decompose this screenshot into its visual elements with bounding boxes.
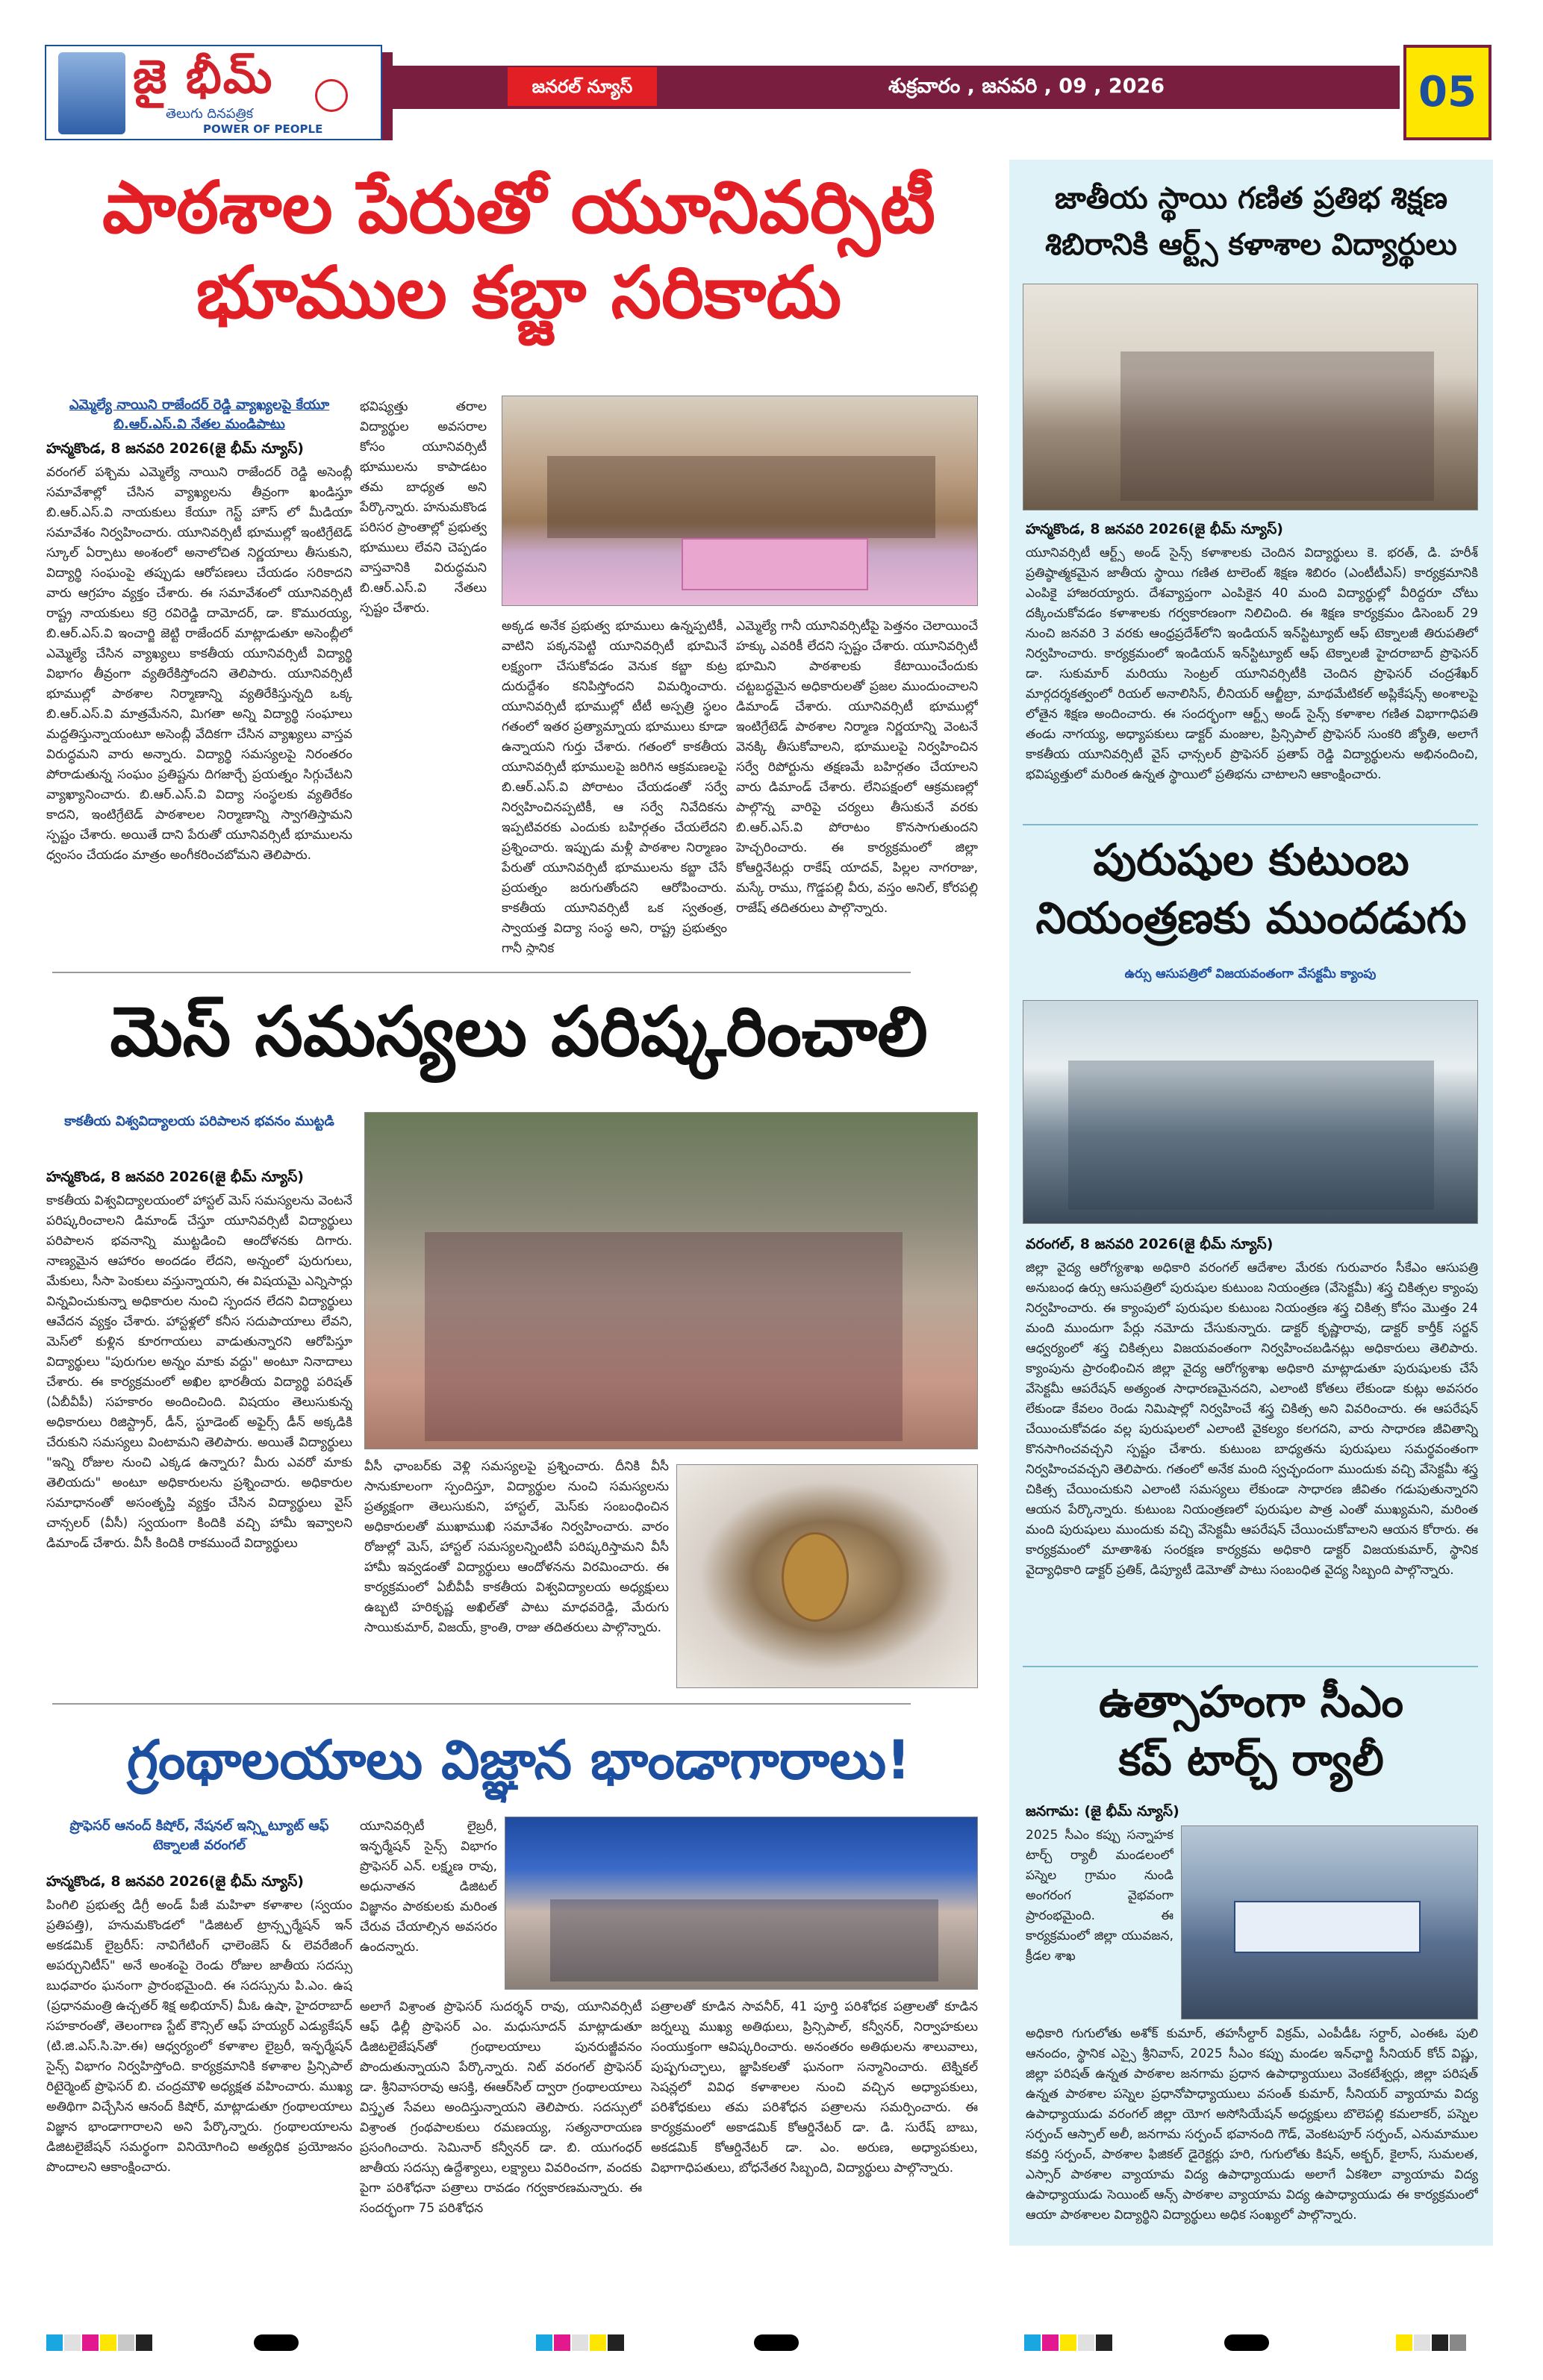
logo-subtitle: తెలుగు దినపత్రిక bbox=[166, 106, 254, 122]
divider bbox=[52, 1703, 911, 1705]
side2-dateline: వరంగల్, 8 జనవరి 2026(జై భీమ్ న్యూస్) bbox=[1026, 1236, 1274, 1252]
banner-icon bbox=[682, 538, 868, 590]
emblem-icon bbox=[315, 79, 348, 112]
side3-dateline: జనగామ: (జై భీమ్ న్యూస్) bbox=[1026, 1803, 1179, 1820]
divider bbox=[1023, 1666, 1478, 1667]
side3-column-narrow: 2025 సీఎం కప్పు సన్నాహక టార్చ్ ర్యాలీ మండలంలో పస్నెల గ్రామం నుండి అంగరంగ వైభవంగా ప్రారంభమైంది. ఈ కార్యక్రమంలో జిల్లా యువజన, క్రీడల శాఖ bbox=[1026, 1828, 1173, 1964]
story3-column-3: అలాగే విశ్రాంత ప్రొఫెసర్ సుదర్శన్ రావు, యూనివర్సిటీ ఆఫ్ ఢిల్లీ ప్రొఫెసర్ ఎం. మధుసూదన్ మాట్లాడుతూ డిజిటలైజేషన్‌తో గ్రంథాలయాలు పునరుజ్జీవనం పొందుతున్నాయని పేర్కొన్నారు. నిట్ వరంగల్ ప్రొఫెసర్ డా. శ్రీనివాసరావు ఆసక్తి, ఈఆర్‌సిల్ ద్వారా గ్రంథాలయాలు విస్తృత సేవలు అందిస్తున్నాయని తెలిపారు. సదస్సులో విశ్రాంత గ్రంథపాలకులు రమణయ్య, సత్యనారాయణ ప్రసంగించారు. సెమినార్ కన్వీనర్ డా. బి. యుగంధర్ జాతీయ సదస్సు ఉద్దేశ్యాలు, లక్ష్యాలు వివరించగా, వందకు పైగా పరిశోధనా పత్రాలు రావడం గర్వకారణమన్నారు. ఈ సందర్భంగా 75 పరిశోధన bbox=[360, 1999, 642, 2216]
portrait-icon bbox=[58, 52, 125, 134]
logo-title: జై భీమ్ bbox=[133, 49, 274, 104]
logo-tagline: POWER OF PEOPLE bbox=[203, 122, 323, 136]
story1-photo bbox=[502, 396, 978, 606]
story3-column-4: పత్రాలతో కూడిన సావనీర్, 41 పూర్తి పరిశోధక పత్రాలతో కూడిన జర్నల్ను ముఖ్య అతిథులు, ప్రిన్సిపాల్, కన్వీనర్, నిర్వాహకులు సంయుక్తంగా ఆవిష్కరించారు. అనంతరం అతిథులను శాలువాలు, పుష్పగుచ్ఛాలు, జ్ఞాపికలతో ఘనంగా సన్మానించారు. టెక్నికల్ సెషన్లలో వివిధ కళాశాలల నుంచి వచ్చిన అధ్యాపకులు, పరిశోధకులు తమ పరిశోధన పత్రాలను సమర్పించారు. ఈ కార్యక్రమంలో అకాడమిక్ కోఆర్డినేటర్ డా. డి. సురేష్ బాబు, అకడమిక్ కోఆర్డినేటర్ డా. ఎం. అరుణ, అధ్యాపకులు, విభాగాధిపతులు, బోధనేతర సిబ్బంది, విద్యార్థులు పాల్గొన్నారు. bbox=[651, 1999, 978, 2176]
crowd-icon bbox=[425, 1232, 903, 1441]
doctors-icon bbox=[1068, 1061, 1434, 1210]
side2-body: జిల్లా వైద్య ఆరోగ్యశాఖ అధికారి వరంగల్ ఆదేశాల మేరకు గురువారం సీకేఎం ఆసుపత్రి అనుబంధ ఉర్సు ఆసుపత్రిలో పురుషుల కుటుంబ నియంత్రణ (వేసెక్టమీ) శస్త్ర చికిత్సల క్యాంపు నిర్వహించారు. ఈ క్యాంపులో పురుషుల కుటుంబ నియంత్రణ శస్త్ర చికిత్స కోసం మొత్తం 24 మంది ముందుగా పేర్లు నమోదు చేసుకున్నారు. డాక్టర్ కృష్ణారావు, డాక్టర్ కార్తీక్ సర్జన్ ఆధ్వర్యంలో శస్త్ర చికిత్సలు విజయవంతంగా నిర్వహించబడినట్లు అధికారులు తెలిపారు. క్యాంపును ప్రారంభించిన జిల్లా వైద్య ఆరోగ్యశాఖ అధికారి మాట్లాడుతూ పురుషులకు చేసే వేసెక్టమీ ఆపరేషన్ అత్యంత సాధారణమైనదని, ఎలాంటి కోతలు లేకుండా కుట్లు అవసరం లేకుండా కేవలం రెండు నిమిషాల్లో నిర్వహించే శస్త్ర చికిత్స అని వివరించారు. ఈ ఆపరేషన్ చేయించుకోవడం వల్ల పురుషులలో ఎలాంటి వైకల్యం కలగదని, వారు సాధారణ జీవితాన్ని కొనసాగించవచ్చని స్పష్టం చేశారు. కుటుంబ బాధ్యతను పురుషులు సమర్థవంతంగా నిర్వహించవచ్చని తెలిపారు. గతంలో అనేక మంది స్వచ్ఛందంగా ముందుకు వచ్చి వేసెక్టమీ శస్త్ర చికిత్స చేయించుకుని ఎలాంటి సమస్యలు లేకుండా సాధారణ జీవితం గడుపుతున్నారని ఆయన పేర్కొన్నారు. కుటుంబ నియంత్రణలో పురుషుల పాత్ర ఎంతో ముఖ్యమని, మరింత మంది పురుషులు ముందుకు వచ్చి వేసెక్టమీ ఆపరేషన్ చేయించుకోవాలని ఆయన కోరారు. ఈ కార్యక్రమంలో మాతాశిశు సంరక్షణ కార్యక్రమ అధికారి డాక్టర్ విజయకుమార్, స్థానిక వైద్యాధికారి డాక్టర్ ప్రతిక్, డిప్యూటీ డెమోతో పాటు సంబంధిత వైద్య సిబ్బంది పాల్గొన్నారు. bbox=[1026, 1261, 1478, 1578]
banner-icon bbox=[1234, 1901, 1421, 1953]
story3-dateline: హన్మకొండ, 8 జనవరి 2026(జై భీమ్ న్యూస్) bbox=[46, 1873, 304, 1890]
side2-photo bbox=[1023, 1000, 1478, 1224]
masthead-logo bbox=[45, 45, 382, 140]
story1-column-2: భవిష్యత్తు తరాల విద్యార్థుల అవసరాల కోసం యూనివర్సిటీ భూములను కాపాడటం తమ బాధ్యత అని పేర్కొన్నారు. హనుమకొండ పరిసర ప్రాంతాల్లో ప్రభుత్వ భూములు లేవని చెప్పడం వాస్తవానికి విరుద్ధమని బి.ఆర్.ఎస్.వి నేతలు స్పష్టం చేశారు. bbox=[360, 399, 487, 616]
story2-dateline: హన్మకొండ, 8 జనవరి 2026(జై భీమ్ న్యూస్) bbox=[46, 1169, 304, 1185]
side2-headline-line1: పురుషుల కుటుంబ bbox=[1093, 834, 1409, 885]
story1-column-3: అక్కడ అనేక ప్రభుత్వ భూములు ఉన్నప్పటికీ, వాటిని పక్కనపెట్టి యూనివర్సిటీ భూమినే లక్ష్యంగా చేసుకోవడం వెనుక కబ్జా కుట్ర దురుద్దేశం కనిపిస్తోందని విమర్శించారు. యూనివర్సిటీ భూముల్లో టీటీ అస్పత్రి స్థలం గతంలో ఇతర ప్రత్యామ్నాయ భూములు కూడా ఉన్నాయని గుర్తు చేశారు. గతంలో కాకతీయ యూనివర్సిటీ భూములపై జరిగిన ఆక్రమణలపై బి.ఆర్.ఎస్.వి పోరాటం చేయడంతో సర్వే నిర్వహించినప్పటికీ, ఆ సర్వే నివేదికను ఇప్పటివరకు ఎందుకు బహిర్గతం చేయలేదని ప్రశ్నించారు. ఇప్పుడు మళ్లీ పాఠశాల నిర్మాణం పేరుతో యూనివర్సిటీ భూములను కబ్జా చేసే ప్రయత్నం జరుగుతోందని ఆరోపించారు. కాకతీయ యూనివర్సిటీ ఒక స్వతంత్ర, స్వాయత్త విద్యా సంస్థ అని, రాష్ట్ర ప్రభుత్వం గానీ స్థానిక bbox=[502, 619, 727, 955]
story1-headline-line2: భూముల కబ్జా సరికాదు bbox=[196, 251, 842, 334]
story2-subhead: కాకతీయ విశ్వవిద్యాలయ పరిపాలన భవనం ముట్టడి bbox=[64, 1114, 334, 1129]
story1-headline-line1: పాఠశాల పేరుతో యూనివర్సిటీ bbox=[102, 166, 935, 249]
divider bbox=[1023, 824, 1478, 825]
issue-date: శుక్రవారం , జనవరి , 09 , 2026 bbox=[888, 75, 1165, 98]
story3-headline: గ్రంథాలయాలు విజ్ఞాన భాండాగారాలు! bbox=[127, 1728, 911, 1791]
story2-column-1: కాకతీయ విశ్వవిద్యాలయంలో హాస్టల్ మెస్ సమస్యలను వెంటనే పరిష్కరించాలని డిమాండ్ చేస్తూ యూనివర్సిటీ విద్యార్థులు పరిపాలన భవనాన్ని ముట్టడించి ఆందోళనకు దిగారు. నాణ్యమైన ఆహారం అందడం లేదని, అన్నంలో పురుగులు, మేకులు, సీసా పెంకులు వస్తున్నాయని, ఈ విషయమై ఎన్నిసార్లు విన్నవించుకున్నా అధికారుల నుంచి స్పందన లేదని విద్యార్థులు ఆవేదన వ్యక్తం చేశారు. హాస్టళ్లలో కనీస సదుపాయాలు లేవని, మెస్‌లో కుళ్లిన కూరగాయలు వాడుతున్నారని ఆరోపిస్తూ విద్యార్థులు "పురుగుల అన్నం మాకు వద్దు" అంటూ నినాదాలు చేశారు. ఈ కార్యక్రమంలో అఖిల భారతీయ విద్యార్థి పరిషత్ (ఏబీవీపీ) సహకారం అందించింది. విషయం తెలుసుకున్న అధికారులు రిజిస్ట్రార్, డీన్, స్టూడెంట్ అఫైర్స్ డీన్ అక్కడికి చేరుకుని సమస్యలు వింటామని తెలిపారు. అయితే విద్యార్థులు "ఇన్ని రోజుల నుంచి ఎక్కడ ఉన్నారు? మీరు ఎవరో మాకు తెలియదు" అంటూ అధికారులను ప్రశ్నించారు. అధికారుల సమాధానంతో అసంతృప్తి వ్యక్తం చేసిన విద్యార్థులు వైస్ చాన్సలర్ (వీసీ) స్వయంగా కిందికి వచ్చి హామీ ఇవ్వాలని డిమాండ్ చేశారు. వీసీ కిందికి రాకముందే విద్యార్థులు bbox=[46, 1193, 352, 1551]
side1-headline-line1: జాతీయ స్థాయి గణిత ప్రతిభ శిక్షణ bbox=[1054, 181, 1448, 216]
register-mark bbox=[754, 2334, 799, 2351]
spoon-icon bbox=[782, 1532, 849, 1622]
color-marks-left bbox=[46, 2334, 154, 2351]
story2-column-2: వీసీ ఛాంబర్‌కు వెళ్లి సమస్యలపై ప్రశ్నించారు. దీనికి వీసీ సానుకూలంగా స్పందిస్తూ, విద్యార్థుల నుంచి సమస్యలను ప్రత్యక్షంగా తెలుసుకుని, హాస్టల్, మెస్‌కు సంబంధించిన అధికారులతో ముఖాముఖి సమావేశం నిర్వహించారు. వారం రోజుల్లో మెస్, హాస్టల్ సమస్యలన్నింటినీ పరిష్కరిస్తామని వీసీ హామీ ఇవ్వడంతో విద్యార్థులు ఆందోళనను విరమించారు. ఈ కార్యక్రమంలో ఏబీవీపీ కాకతీయ విశ్వవిద్యాలయ అధ్యక్షులు ఉబ్బటి హరికృష్ణ అఖిల్‌తో పాటు మాధవరెడ్డి, మేరుగు సాయికుమార్, విజయ్, క్రాంతి, రాజు తదితరులు పాల్గొన్నారు. bbox=[364, 1459, 669, 1635]
side1-headline-line2: శిబిరానికి ఆర్ట్స్ కళాశాల విద్యార్థులు bbox=[1045, 228, 1457, 262]
section-label: జనరల్ న్యూస్ bbox=[508, 67, 657, 106]
side3-photo bbox=[1181, 1825, 1478, 2020]
register-mark bbox=[254, 2334, 299, 2351]
register-mark bbox=[1224, 2334, 1269, 2351]
color-marks-center bbox=[536, 2334, 626, 2351]
side1-photo bbox=[1023, 284, 1478, 510]
story3-column-1: పింగిలి ప్రభుత్వ డిగ్రీ అండ్ పీజీ మహిళా కళాశాల (స్వయం ప్రతిపత్తి), హనుమకొండలో "డిజిటల్ ట్రాన్స్ఫర్మేషన్ ఇన్ అకడమిక్ లైబ్రరీస్: నావిగేటింగ్ ఛాలెంజెస్ & లెవరేజింగ్ అపర్చునిటీస్" అనే అంశంపై రెండు రోజుల జాతీయ సదస్సు బుధవారం ఘనంగా ప్రారంభమైంది. ఈ సదస్సును పి.ఎం. ఉష (ప్రధానమంత్రి ఉచ్చతర్ శిక్ష అభియాన్) మీఓ ఉషా, హైదరాబాద్ సహకారంతో, తెలంగాణ స్టేట్ కౌన్సిల్ ఆఫ్ హయ్యర్ ఎడ్యుకేషన్ (టి.జి.ఎస్.సి.హె.ఈ) ఆధ్వర్యంలో కళాశాల లైబ్రరీ, ఇన్ఫర్మేషన్ సైన్స్ విభాగం నిర్వహిస్తోంది. కార్యక్రమానికి కళాశాల ప్రిన్సిపాల్ రిటైర్మెంట్ ప్రొఫెసర్ బి. చంద్రమౌళి అధ్యక్షత వహించారు. ముఖ్య అతిథిగా విచ్చేసిన ఆనంద్ కిషోర్, మాట్లాడుతూ గ్రంథాలయాలు విజ్ఞాన భాండాగారాలని అని పేర్కొన్నారు. గ్రంథాలయాలను డిజిటలైజేషన్ సమర్థంగా వినియోగించి అత్యధిక ప్రయోజనం పొందాలని ఆకాంక్షించారు. bbox=[46, 1898, 352, 2175]
story1-column-1: వరంగల్ పశ్చిమ ఎమ్మెల్యే నాయిని రాజేందర్ రెడ్డి అసెంబ్లీ సమావేశాల్లో చేసిన వ్యాఖ్యలను తీవ్రంగా ఖండిస్తూ బి.ఆర్.ఎస్.వి నాయకులు కేయూ గెస్ట్ హౌస్ లో మీడియా సమావేశం నిర్వహించారు. యూనివర్సిటీ భూముల్లో ఇంటిగ్రేటెడ్ స్కూల్ ఏర్పాటు అంశంలో అనాలోచిత నిర్ణయాలు తీసుకుని, విద్యార్థి సంఘంపై తప్పుడు ఆరోపణలు చేయడం సరికాదని వారు ఆగ్రహం వ్యక్తం చేశారు. ఈ సమావేశంలో యూనివర్సిటీ రాష్ట్ర నాయకులు కర్రె రవిరెడ్డి దామోదర్, డా. కొమురయ్య, బి.ఆర్.ఎస్.వి ఇంచార్జి జెట్టి రాజేందర్ మాట్లాడుతూ అసెంబ్లీలో ఎమ్మెల్యే చేసిన వ్యాఖ్యలు కాకతీయ యూనివర్సిటీ విద్యార్థి విభాగం తీవ్రంగా వ్యతిరేకిస్తోందని తెలిపారు. యూనివర్సిటీ భూముల్లో పాఠశాల నిర్మాణాన్ని వ్యతిరేకిస్తున్నది ఒక్క బి.ఆర్.ఎస్.వి మాత్రమేనని, మిగతా అన్ని విద్యార్థి సంఘాలు మద్దతిస్తున్నాయంటూ అసెంబ్లీ వేదికగా చేసిన వ్యాఖ్యలు వాస్తవ విరుద్ధమని వారు అన్నారు. విద్యార్థి సమస్యలపై నిరంతరం పోరాడుతున్న సంఘం ప్రతిష్టను దిగజార్చే ప్రయత్నం సిగ్గుచేటని వ్యాఖ్యానించారు. బి.ఆర్.ఎస్.వి విద్యా సంస్థలకు వ్యతిరేకం కాదని, ఇంటిగ్రేటెడ్ పాఠశాలల నిర్మాణాన్ని స్వాగతిస్తామని స్పష్టం చేశారు. అయితే దాని పేరుతో యూనివర్సిటీ భూములను ధ్వంసం చేయడం మాత్రం అంగీకరించబోమని తెలిపారు. bbox=[46, 465, 352, 863]
story2-photo-food bbox=[676, 1464, 978, 1688]
people-group-icon bbox=[547, 456, 935, 538]
story3-subhead: ప్రొఫెసర్ ఆనంద్ కిషోర్, నేషనల్ ఇన్స్టిట్యూట్ ఆఫ్ టెక్నాలజీ వరంగల్ bbox=[69, 1818, 329, 1853]
divider bbox=[52, 972, 911, 973]
side1-dateline: హన్మకొండ, 8 జనవరి 2026(జై భీమ్ న్యూస్) bbox=[1026, 521, 1283, 537]
people-group-icon bbox=[550, 1899, 938, 1981]
story2-photo-crowd bbox=[364, 1112, 978, 1449]
color-marks-far-right bbox=[1396, 2334, 1468, 2351]
page-number: 05 bbox=[1403, 45, 1491, 140]
side2-subhead: ఉర్సు ఆసుపత్రిలో విజయవంతంగా వేసక్టమీ క్యాంపు bbox=[1124, 966, 1377, 981]
story1-column-4: ఎమ్మెల్యే గానీ యూనివర్సిటీపై పెత్తనం చెలాయించే హక్కు ఎవరికీ లేదని స్పష్టం చేశారు. యూనివర్సిటీ భూమిని పాఠశాలకు కేటాయించేందుకు చట్టబద్ధమైన అధికారులతో ప్రజల ముందుంచాలని డిమాండ్ చేశారు. యూనివర్సిటీ భూముల్లో ఇంటిగ్రేటెడ్ పాఠశాల నిర్మాణ నిర్ణయాన్ని వెంటనే వెనక్కి తీసుకోవాలని, భూములపై నిర్వహించిన సర్వే రిపోర్టును తక్షణమే బహిర్గతం చేయాలని వారు డిమాండ్ చేశారు. లేనిపక్షంలో ఆక్రమణల్లో పాల్గొన్న వారిపై చర్యలు తీసుకునే వరకు బి.ఆర్.ఎస్.వి పోరాటం కొనసాగుతుందని హెచ్చరించారు. ఈ కార్యక్రమంలో జిల్లా కోఆర్డినేటర్లు రాకేష్ యాదవ్, పిల్లల నాగరాజు, మస్కే రాము, గొడ్డపల్లి వీరు, వస్తం అనిల్, కోరపల్లి రాజేష్ తదితరులు పాల్గొన్నారు. bbox=[736, 619, 978, 916]
story2-headline: మెస్ సమస్యలు పరిష్కరించాలి bbox=[110, 992, 928, 1072]
side3-headline-line2: కప్ టార్చ్ ర్యాలీ bbox=[1118, 1734, 1384, 1785]
story3-photo bbox=[505, 1817, 978, 1990]
story1-dateline: హన్మకొండ, 8 జనవరి 2026(జై భీమ్ న్యూస్) bbox=[46, 440, 304, 457]
color-marks-right bbox=[1024, 2334, 1114, 2351]
side2-headline-line2: నియంత్రణకు ముందడుగు bbox=[1035, 893, 1467, 943]
story1-subhead: ఎమ్మెల్యే నాయిని రాజేందర్ రెడ్డి వ్యాఖ్యలపై కేయూ బి.ఆర్.ఎస్.వి నేతల మండిపాటు bbox=[69, 397, 330, 432]
people-group-icon bbox=[1120, 352, 1434, 501]
story3-column-2: యూనివర్సిటీ లైబ్రరీ, ఇన్ఫర్మేషన్ సైన్స్ విభాగం ప్రొఫెసర్ ఎన్. లక్ష్మణ రావు, అధునాతన డిజిటల్ విజ్ఞానం పాఠకులకు మరింత చేరువ చేయాల్సిన అవసరం ఉందన్నారు. bbox=[360, 1819, 497, 1955]
side3-headline-line1: ఉత్సాహంగా సీఎం bbox=[1098, 1676, 1404, 1727]
side1-body: యూనివర్సిటీ ఆర్ట్స్ అండ్ సైన్స్ కళాశాలకు చెందిన విద్యార్థులు కె. భరత్, డి. హరీశ్ ప్రతిష్ఠాత్మకమైన జాతీయ స్థాయి గణిత టాలెంట్ శిక్షణ శిబిరం (ఎంటీటీఎస్) కార్యక్రమానికి ఎంపికై హాజరయ్యారు. దేశవ్యాప్తంగా ఎంపికైన 40 మంది విద్యార్థుల్లో వీరిద్దరూ చోటు దక్కించుకోవడం కళాశాలకు గర్వకారణంగా నిలిచింది. ఈ శిక్షణ కార్యక్రమం డిసెంబర్ 29 నుంచి జనవరి 3 వరకు ఆంధ్రప్రదేశ్‌లోని ఇండియన్ ఇన్‌స్టిట్యూట్ ఆఫ్ టెక్నాలజీ తిరుపతిలో నిర్వహించారు. కార్యక్రమంలో ఇండియన్ ఇన్‌స్టిట్యూట్ ఆఫ్ టెక్నాలజీ హైదరాబాద్ ప్రొఫెసర్ డా. సుకుమార్ మరియు సెంట్రల్ యూనివర్సిటీకి చెందిన ప్రొఫెసర్ చంద్రశేఖర్ మార్గదర్శకత్వంలో రియల్ అనాలిసిస్, లీనియర్ ఆల్జీబ్రా, మాథమేటికల్ అప్లికేషన్స్ అంశాలపై లోతైన శిక్షణ అందించారు. ఈ సందర్భంగా ఆర్ట్స్ అండ్ సైన్స్ కళాశాల గణిత విభాగాధిపతి తండు నాగయ్య, అధ్యాపకులు డాక్టర్ మంజుల, ప్రిన్సిపాల్ ప్రొఫెసర్ సుంకరి జ్యోతి, అలాగే కాకతీయ యూనివర్సిటీ వైస్ ఛాన్సలర్ ప్రొఫెసర్ ప్రతాప్ రెడ్డి విద్యార్థులను అభినందించి, భవిష్యత్తులో మరింత ఉన్నత స్థాయిలో ప్రతిభను చాటాలని ఆకాంక్షించారు. bbox=[1026, 546, 1478, 782]
side3-body: అధికారి గుగులోతు అశోక్ కుమార్, తహసీల్దార్ విక్రమ్, ఎంపీడీఓ సర్దార్, ఎంఈఓ పులి ఆనందం, స్థానిక ఎస్సై శ్రీనివాస్, 2025 సీఎం కప్పు మండల ఇన్‌ఛార్జి సీనియర్ కోచ్ విష్ణు, జిల్లా పరిషత్ ఉన్నత పాఠశాల జనగామ ప్రధాన ఉపాధ్యాయులు వెంకటేశ్వర్లు, జిల్లా పరిషత్ ఉన్నత పాఠశాల పస్నెల ప్రధానోపాధ్యాయులు వసంత్ కుమార్, సీనియర్ వ్యాయామ విద్య ఉపాధ్యాయుడు వరంగల్ జిల్లా యోగ అసోసియేషన్ అధ్యక్షులు బొలెపల్లి కమలాకర్, పస్నెల సర్పంచ్ ఆస్పాల్ అలీ, జనగామ సర్పంచ్ భవానంది గౌడ్, వెంకటపూర్ సర్పంచ్, ఎనుమాముల కవర్తి సర్పంచ్, పాఠశాల ఫిజికల్ డైరెక్టర్లు హరి, గుగులోతు కిషన్, అక్బర్, కైలాస్, సుమలత, ఎస్సార్ పాఠశాల వ్యాయామ విద్య ఉపాధ్యాయుడు అలాగే ఏకశిలా వ్యాయామ విద్య ఉపాధ్యాయుడు సెయింట్ ఆన్స్ పాఠశాల వ్యాయామ విద్య ఉపాధ్యాయుడు ఈ కార్యక్రమంలో ఆయా పాఠశాలల విద్యార్థిని విద్యార్థులు అధిక సంఖ్యలో పాల్గొన్నారు. bbox=[1026, 2026, 1478, 2223]
